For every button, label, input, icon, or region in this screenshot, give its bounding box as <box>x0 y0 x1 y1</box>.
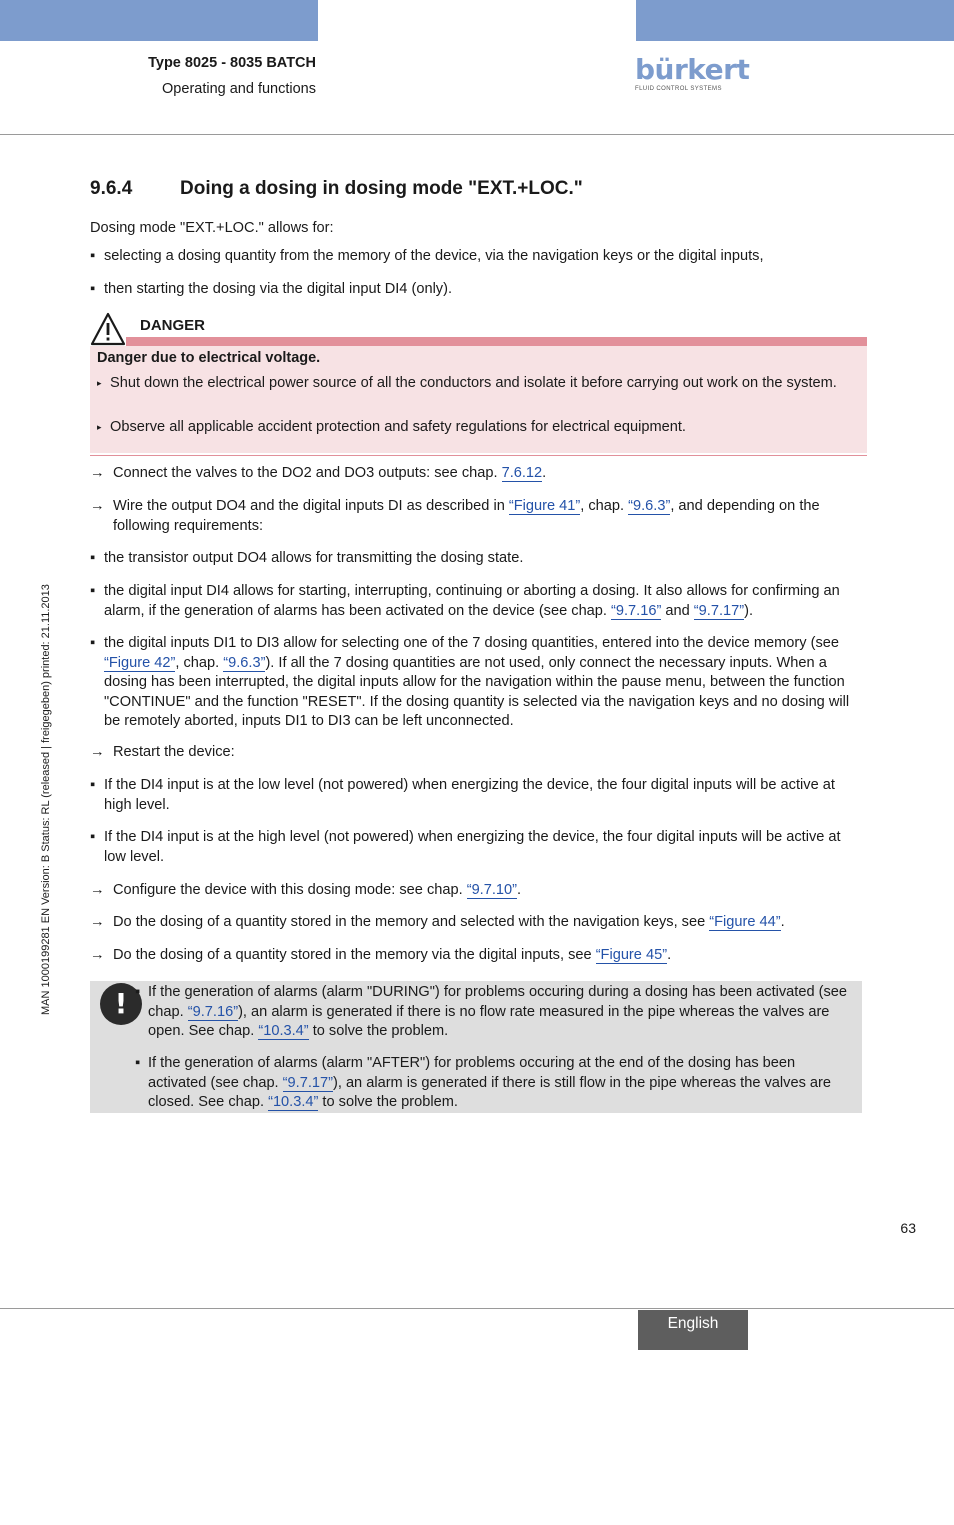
step-dosing-digital-inputs: → Do the dosing of a quantity stored in the memory via the digital inputs, see “Figure 45”. <box>90 946 865 966</box>
arrow-mark: → <box>90 498 105 514</box>
danger-item: ▸ Shut down the electrical power source of all the conductors and isolate it before carrying out work on the system. <box>97 375 837 391</box>
bullet-mark: ▪ <box>90 248 96 264</box>
link-chap-9-7-16[interactable]: “9.7.16” <box>611 602 662 619</box>
header-bar-right <box>636 0 954 41</box>
bullet-mark: ▪ <box>90 777 96 793</box>
burkert-logo <box>635 53 750 93</box>
link-chap-9-7-10[interactable]: “9.7.10” <box>466 882 517 898</box>
header-divider <box>0 134 954 135</box>
danger-label: DANGER <box>140 317 206 334</box>
logo-word: bürkert <box>635 53 750 86</box>
section-heading <box>90 178 583 200</box>
warning-triangle-icon <box>90 312 126 346</box>
danger-item: ▸ Observe all applicable accident protection and safety regulations for electrical equipment. <box>97 419 686 435</box>
logo-tagline: FLUID CONTROL SYSTEMS <box>635 86 722 92</box>
arrow-mark: → <box>90 882 105 898</box>
link-figure-41[interactable]: “Figure 41” <box>508 498 581 514</box>
step-dosing-navigation-keys: → Do the dosing of a quantity stored in the memory and selected with the navigation keys, see “Figure 44”. <box>90 913 865 933</box>
note-box <box>90 981 862 1113</box>
section-number: 9.6.4 <box>90 178 133 199</box>
arrow-mark: → <box>90 914 105 930</box>
language-tab: English <box>638 1310 748 1350</box>
triangle-mark: ▸ <box>97 422 102 432</box>
list-item: ▪ then starting the dosing via the digital input DI4 (only). <box>90 280 865 300</box>
bullet-mark: ▪ <box>90 829 96 845</box>
triangle-mark: ▸ <box>97 378 102 388</box>
link-chap-9-6-3[interactable]: “9.6.3” <box>628 498 671 514</box>
link-chap-7-6-12[interactable]: 7.6.12 <box>501 465 543 481</box>
link-chap-10-3-4[interactable]: “10.3.4” <box>258 1023 309 1039</box>
link-chap-9-7-17[interactable]: “9.7.17” <box>282 1074 333 1091</box>
bullet-mark: ▪ <box>90 281 96 297</box>
list-item: ▪ selecting a dosing quantity from the memory of the device, via the navigation keys or the digital inputs, <box>90 247 865 267</box>
arrow-mark: → <box>90 947 105 963</box>
intro-text: Dosing mode "EXT.+LOC." allows for: <box>90 220 334 236</box>
list-item: ▪ If the DI4 input is at the low level (not powered) when energizing the device, the four digital inputs will be active at high level. <box>90 777 835 813</box>
danger-strip <box>126 337 867 346</box>
list-item: ▪ If the DI4 input is at the high level (not powered) when energizing the device, the four digital inputs will be active at low level. <box>90 829 841 865</box>
side-print-info: MAN 1000199281 EN Version: B Status: RL (released | freigegeben) printed: 21.11.2013 <box>40 584 52 1015</box>
bullet-mark: ▪ <box>135 1055 141 1071</box>
danger-box <box>90 346 867 453</box>
page-number: 63 <box>900 1220 916 1236</box>
document-subtitle: Operating and functions <box>162 81 316 97</box>
danger-bottom-line <box>90 455 867 456</box>
step-restart-device: → Restart the device: <box>90 743 865 763</box>
document-title: Type 8025 - 8035 BATCH <box>148 55 316 71</box>
step-connect-valves: → Connect the valves to the DO2 and DO3 outputs: see chap. 7.6.12. <box>90 464 865 484</box>
step-configure-device: → Configure the device with this dosing mode: see chap. “9.7.10”. <box>90 881 865 901</box>
link-chap-9-7-16[interactable]: “9.7.16” <box>187 1003 239 1020</box>
list-item: ▪ the digital input DI4 allows for starting, interrupting, continuing or aborting a dosing. It also allows for confirming an alarm, if the generation of alarms has been activated on the device (see chap. “9.7.16” and “9.7.17”). <box>90 583 840 619</box>
note-item: ▪ If the generation of alarms (alarm "DURING") for problems occuring during a dosing has been activated (see chap. “9.7.16”), an alarm is generated if there is no flow rate measured in the pipe whereas the valves are open. See chap. “10.3.4” to solve the problem. <box>135 984 848 1039</box>
link-chap-10-3-4[interactable]: “10.3.4” <box>268 1094 319 1110</box>
arrow-mark: → <box>90 465 105 481</box>
link-chap-9-6-3[interactable]: “9.6.3” <box>223 654 266 671</box>
link-figure-45[interactable]: “Figure 45” <box>595 947 668 963</box>
footer-divider <box>0 1308 954 1309</box>
bullet-mark: ▪ <box>135 984 141 1000</box>
bullet-mark: ▪ <box>90 583 96 599</box>
bullet-mark: ▪ <box>90 550 96 566</box>
note-item: ▪ If the generation of alarms (alarm "AFTER") for problems occuring at the end of the dosing has been activated (see chap. “9.7.17”), an alarm is generated if there is still flow in the pipe whereas the valves are closed. See chap. “10.3.4” to solve the problem. <box>135 1055 832 1110</box>
step-wire-outputs: → Wire the output DO4 and the digital inputs DI as described in “Figure 41”, chap. “9.6.3”, and depending on the following requirements: <box>90 498 820 534</box>
exclamation-icon: ! <box>100 983 142 1025</box>
link-figure-42[interactable]: “Figure 42” <box>104 654 176 671</box>
danger-title: Danger due to electrical voltage. <box>97 350 321 366</box>
link-figure-44[interactable]: “Figure 44” <box>709 914 781 930</box>
list-item: ▪ the transistor output DO4 allows for transmitting the dosing state. <box>90 549 865 569</box>
link-chap-9-7-17[interactable]: “9.7.17” <box>693 602 745 619</box>
bullet-mark: ▪ <box>90 635 96 651</box>
list-item: ▪ the digital inputs DI1 to DI3 allow for selecting one of the 7 dosing quantities, entered into the device memory (see “Figure 42”, chap. “9.6.3”). If all the 7 dosing quantities are not used, only connect the necessary inputs. When a dosing has been interrupted, the digital inputs allow for the navigation within the pause menu, between the function "CONTINUE" and the function "RESET". If the dosing quantity is selected via the navigation keys and no dosing will be remotely aborted, inputs DI1 to DI3 can be left unconnected. <box>90 635 850 729</box>
section-title: Doing a dosing in dosing mode "EXT.+LOC." <box>180 178 583 199</box>
arrow-mark: → <box>90 744 105 760</box>
header-bar-left <box>0 0 318 41</box>
